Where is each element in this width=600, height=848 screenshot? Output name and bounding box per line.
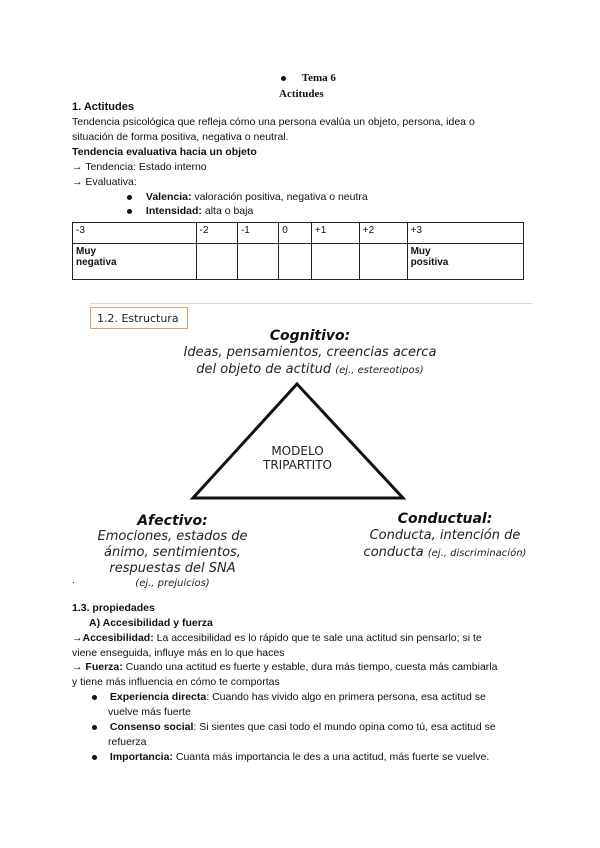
- table-cell: 0: [279, 223, 312, 244]
- conductual-text: [345, 527, 545, 562]
- conductual-example: (ej., discriminación): [427, 548, 527, 559]
- table-cell: -3: [73, 223, 197, 244]
- section-heading-actitudes: 1. Actitudes: [72, 101, 134, 113]
- bullet-dot-icon: [92, 695, 97, 700]
- cognitivo-text: del objeto de actitud: [196, 362, 332, 377]
- bullet-text: valoración positiva, negativa o neutra: [191, 191, 368, 203]
- afectivo-text: [80, 529, 265, 590]
- topic-line: [281, 72, 336, 84]
- bullet-intensidad: [127, 205, 253, 217]
- valence-scale-table: [72, 222, 524, 280]
- conductual-title: Conductual:: [397, 511, 493, 527]
- table-cell: -1: [237, 223, 278, 244]
- low-label-l2: negativa: [76, 257, 117, 268]
- table-cell: [237, 244, 278, 280]
- cognitivo-title: Cognitivo:: [269, 328, 351, 344]
- bullet-dot-icon: [92, 755, 97, 760]
- topic-label: Tema 6: [301, 72, 336, 84]
- bullet-text: alta o baja: [201, 205, 254, 217]
- fuerza-line-2: y tiene más influencia en cómo te comportas: [72, 676, 280, 688]
- fuerza-line-1: [72, 661, 497, 673]
- bullet-label: Intensidad:: [145, 205, 202, 217]
- bullet-dot-icon: [92, 725, 97, 730]
- accesibilidad-line-2: viene enseguida, influye más en lo que haces: [72, 647, 285, 659]
- fuerza-text: Cuando una actitud es fuerte y estable, dura más tiempo, cuesta más cambiarla: [122, 661, 498, 673]
- bullet-valencia: [127, 191, 368, 203]
- bullet-experiencia-line-2: vuelve más fuerte: [108, 706, 191, 718]
- bullet-dot-icon: [127, 195, 132, 200]
- structure-section-label: 1.2. Estructura: [97, 312, 179, 325]
- table-cell-muy-positiva: [407, 244, 523, 280]
- bullet-importancia: [92, 751, 489, 763]
- conductual-line-1: Conducta, intención de: [369, 528, 521, 543]
- table-cell: [279, 244, 312, 280]
- cognitivo-line-1: Ideas, pensamientos, creencias acerca: [183, 345, 437, 360]
- bullet-dot-icon: [127, 209, 132, 214]
- afectivo-title: Afectivo:: [137, 513, 208, 529]
- figure-top-rule: [90, 303, 532, 304]
- accesibilidad-line-1: [72, 632, 482, 644]
- table-cell: [311, 244, 359, 280]
- center-line-2: TRIPARTITO: [263, 458, 332, 472]
- table-cell: [196, 244, 237, 280]
- high-label-l1: Muy: [410, 246, 431, 257]
- bullet-dot-icon: [281, 76, 286, 81]
- afectivo-line-2: ánimo, sentimientos,: [104, 545, 241, 560]
- table-row: [73, 223, 524, 244]
- subsection-accesibilidad-fuerza: A) Accesibilidad y fuerza: [89, 617, 213, 629]
- conductual-line-2: [345, 544, 545, 562]
- accesibilidad-label: →Accesibilidad:: [72, 632, 154, 644]
- definition-line-2: situación de forma positiva, negativa o neutral.: [72, 131, 289, 143]
- bullet-consenso-social: [92, 721, 496, 733]
- subheading-tendencia: Tendencia evaluativa hacia un objeto: [72, 146, 257, 158]
- bullet-label: Valencia:: [145, 191, 192, 203]
- afectivo-line-1: Emociones, estados de: [97, 529, 248, 544]
- bullet-label: Importancia:: [109, 751, 173, 763]
- table-cell: +3: [407, 223, 523, 244]
- table-row: [73, 244, 524, 280]
- model-center-label: [230, 444, 365, 472]
- cognitivo-line-2: [150, 362, 470, 377]
- section-heading-propiedades: 1.3. propiedades: [72, 602, 155, 614]
- table-cell: -2: [196, 223, 237, 244]
- high-label-l2: positiva: [410, 257, 449, 268]
- low-label-l1: Muy: [76, 246, 96, 257]
- triangle-shape: [193, 384, 403, 498]
- definition-line-1: Tendencia psicológica que refleja cómo una persona evalúa un objeto, persona, idea o: [72, 116, 475, 128]
- bullet-experiencia-directa: [92, 691, 486, 703]
- tripartite-triangle: [185, 380, 410, 504]
- table-cell-muy-negativa: [73, 244, 197, 280]
- fuerza-label: → Fuerza:: [72, 661, 123, 673]
- conductual-text-2: conducta: [363, 545, 424, 560]
- stray-dot: .: [72, 575, 75, 586]
- bullet-consenso-line-2: refuerza: [108, 736, 147, 748]
- table-cell: [359, 244, 407, 280]
- structure-section-box: [90, 307, 188, 329]
- bullet-text: : Cuando has vivido algo en primera persona, esa actitud se: [206, 691, 486, 703]
- cognitivo-example: (ej., estereotipos): [335, 365, 424, 376]
- table-cell: +2: [359, 223, 407, 244]
- afectivo-example: (ej., prejuicios): [135, 578, 210, 589]
- bullet-text: : Si sientes que casi todo el mundo opina como tú, esa actitud se: [193, 721, 496, 733]
- center-line-1: MODELO: [271, 444, 324, 458]
- evaluativa-line: → Evaluativa:: [72, 176, 137, 188]
- afectivo-line-3: respuestas del SNA: [109, 561, 236, 576]
- tendencia-line: → Tendencia: Estado interno: [72, 161, 207, 173]
- bullet-text: Cuanta más importancia le des a una actitud, más fuerte se vuelve.: [172, 751, 490, 763]
- bullet-label: Experiencia directa: [109, 691, 207, 703]
- page-title: Actitudes: [279, 88, 324, 100]
- accesibilidad-text: La accesibilidad es lo rápido que te sale una actitud sin pensarlo; si te: [153, 632, 482, 644]
- table-cell: +1: [311, 223, 359, 244]
- bullet-label: Consenso social: [109, 721, 194, 733]
